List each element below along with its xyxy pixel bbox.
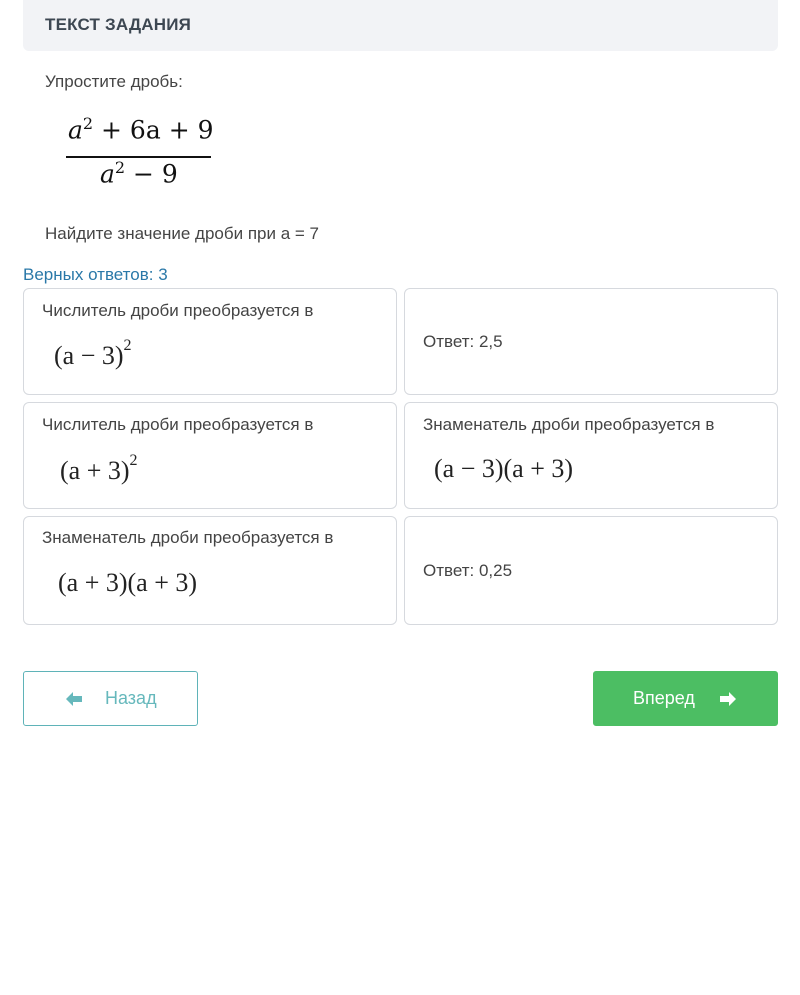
answer-option-6[interactable] — [404, 516, 778, 625]
answer-option-3[interactable] — [23, 402, 397, 509]
option-text: Знаменатель дроби преобразуется в — [42, 528, 334, 547]
arrow-left-icon — [64, 689, 84, 709]
task-header — [23, 0, 778, 51]
back-button[interactable] — [23, 671, 198, 726]
answer-option-5[interactable] — [23, 516, 397, 625]
option-formula: (a + 3)(a + 3) — [58, 568, 198, 597]
task-header-title: ТЕКСТ ЗАДАНИЯ — [45, 15, 192, 34]
option-formula: $(a - 3)^2$ — [54, 337, 132, 370]
task-question: Найдите значение дроби при а = 7 — [45, 224, 320, 243]
option-text: Числитель дроби преобразуется в — [42, 301, 314, 320]
correct-answers-count: Верных ответов: 3 — [23, 265, 168, 284]
next-button[interactable] — [593, 671, 778, 726]
answer-option-2[interactable] — [404, 288, 778, 395]
next-button-label: Вперед — [633, 688, 695, 708]
fraction-denominator: $a^2 - 9$ — [100, 158, 178, 189]
task-fraction — [60, 114, 220, 194]
answer-option-4[interactable] — [404, 402, 778, 509]
option-text: Числитель дроби преобразуется в — [42, 415, 314, 434]
answer-option-1[interactable] — [23, 288, 397, 395]
option-text: Ответ: 2,5 — [423, 332, 503, 351]
option-text: Ответ: 0,25 — [423, 561, 513, 580]
fraction-numerator: $a^2 + 6a + 9$ — [68, 114, 214, 145]
back-button-label: Назад — [105, 688, 157, 708]
task-prompt: Упростите дробь: — [45, 72, 183, 91]
option-text: Знаменатель дроби преобразуется в — [423, 415, 715, 434]
option-formula: (a − 3)(a + 3) — [434, 454, 574, 483]
option-formula: $(a + 3)^2$ — [60, 452, 138, 485]
arrow-right-icon — [718, 689, 738, 709]
